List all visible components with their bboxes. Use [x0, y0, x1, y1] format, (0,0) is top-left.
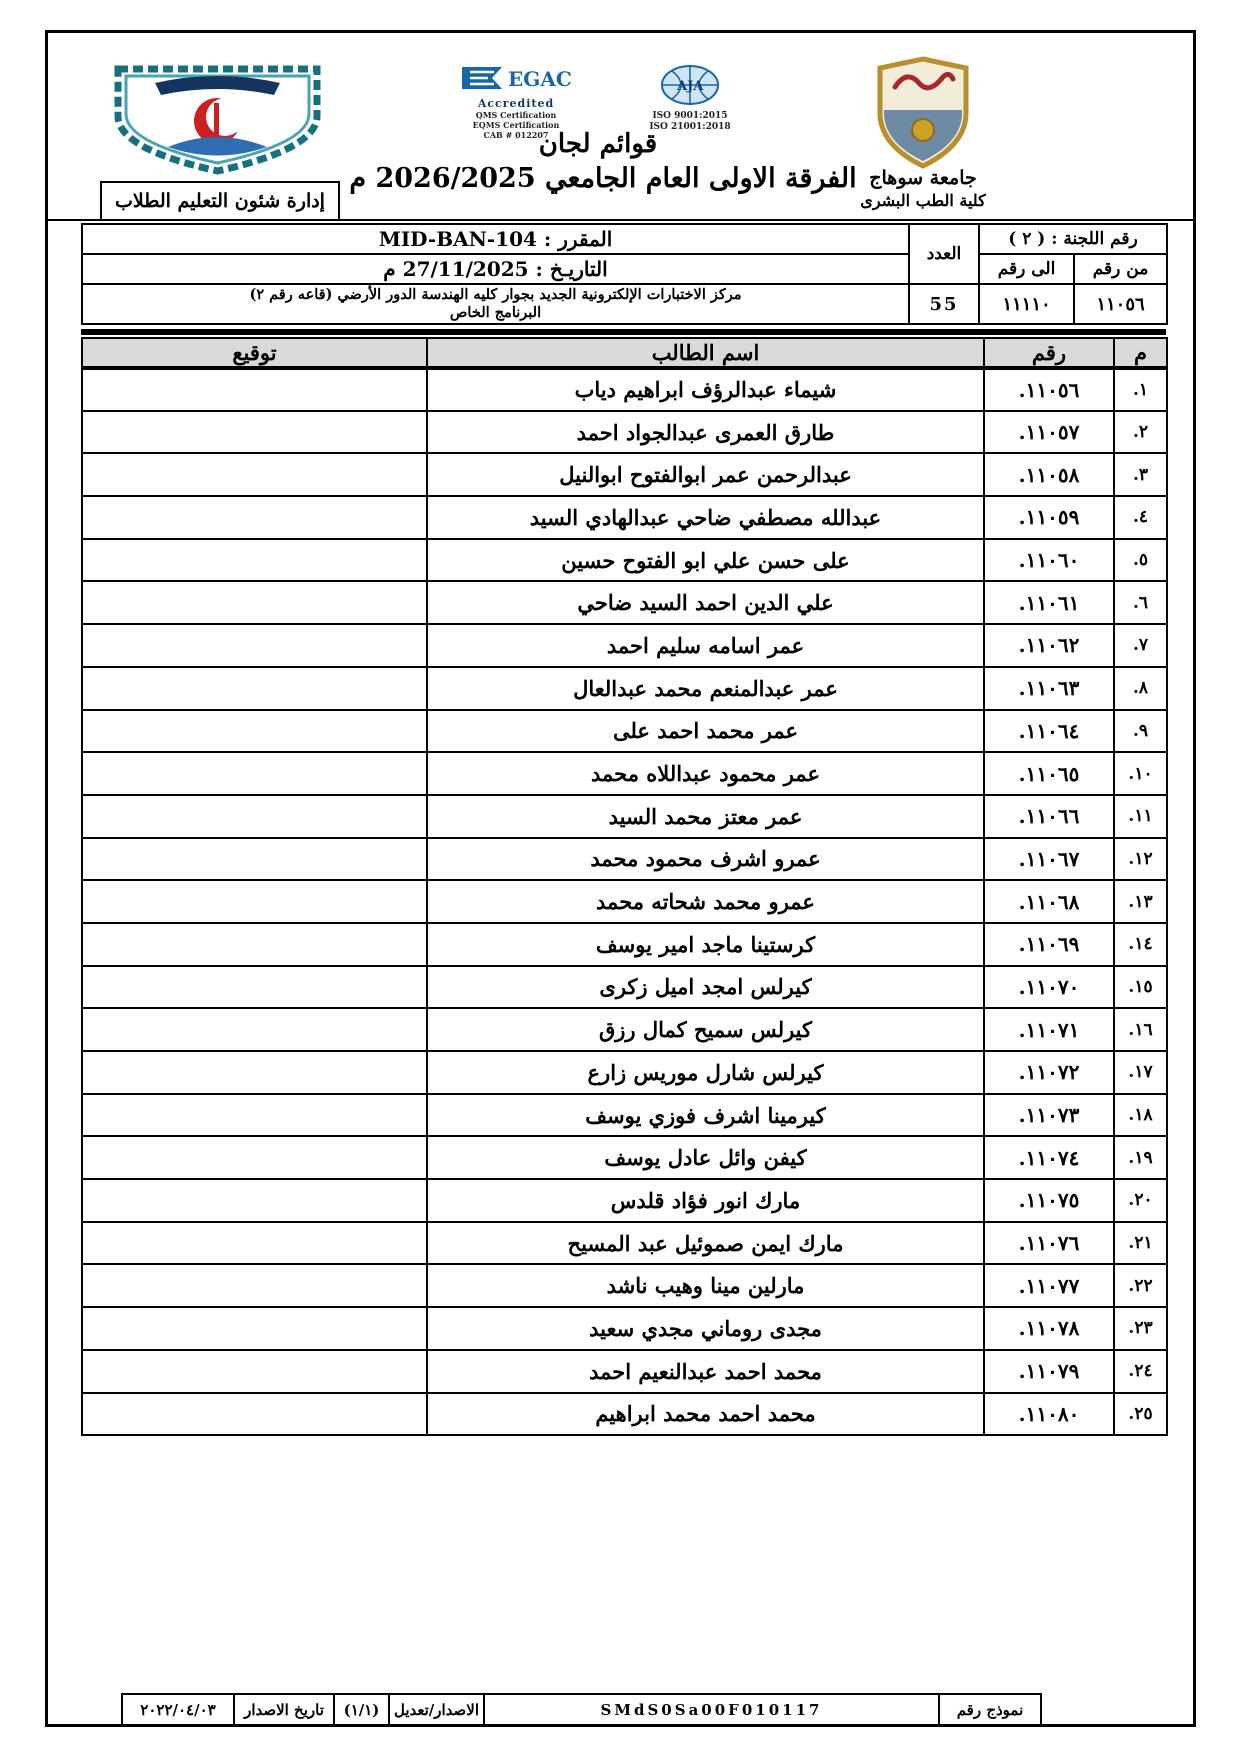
aja-accreditation-block — [620, 63, 760, 133]
signature-cell — [82, 496, 427, 539]
signature-cell — [82, 581, 427, 624]
to-number-value: ١١١١٠ — [979, 284, 1074, 324]
issue-date-label: تاريخ الاصدار — [234, 1694, 334, 1726]
student-index: ٢٤. — [1114, 1350, 1167, 1393]
signature-cell — [82, 1136, 427, 1179]
signature-cell — [82, 752, 427, 795]
student-row — [82, 1222, 1167, 1265]
signature-cell — [82, 838, 427, 881]
signature-cell — [82, 368, 427, 411]
signature-cell — [82, 453, 427, 496]
student-row — [82, 1179, 1167, 1222]
signature-cell — [82, 795, 427, 838]
student-number: ١١٠٨٠. — [984, 1393, 1114, 1436]
student-index: ٢٠. — [1114, 1179, 1167, 1222]
student-index: ٢. — [1114, 411, 1167, 454]
student-name: كيفن وائل عادل يوسف — [427, 1136, 984, 1179]
student-number: ١١٠٥٦. — [984, 368, 1114, 411]
student-row — [82, 1136, 1167, 1179]
student-index: ١. — [1114, 368, 1167, 411]
student-row — [82, 795, 1167, 838]
student-number: ١١٠٦١. — [984, 581, 1114, 624]
signature-cell — [82, 710, 427, 753]
student-index: ٩. — [1114, 710, 1167, 753]
student-name: كرستينا ماجد امير يوسف — [427, 923, 984, 966]
exam-date: التاريـخ : 27/11/2025 م — [82, 254, 909, 284]
student-name: محمد احمد محمد ابراهيم — [427, 1393, 984, 1436]
count-value: 55 — [909, 284, 979, 324]
student-index: ٣. — [1114, 453, 1167, 496]
student-index: ١٤. — [1114, 923, 1167, 966]
student-name: مارك انور فؤاد قلدس — [427, 1179, 984, 1222]
form-number-label: نموذج رقم — [939, 1694, 1041, 1726]
student-name: كيرلس امجد اميل زكرى — [427, 966, 984, 1009]
student-row — [82, 923, 1167, 966]
student-number: ١١٠٧٣. — [984, 1094, 1114, 1137]
egac-cert-line: QMS Certification — [475, 110, 557, 120]
student-name: عمر اسامه سليم احمد — [427, 624, 984, 667]
to-number-label: الى رقم — [979, 254, 1074, 284]
sohag-university-emblem-icon — [873, 55, 973, 167]
student-index: ٢٥. — [1114, 1393, 1167, 1436]
egac-name-text: EGAC — [508, 67, 572, 91]
faculty-name: كلية الطب البشرى — [860, 191, 986, 210]
student-number: ١١٠٦٤. — [984, 710, 1114, 753]
header-divider-line — [48, 219, 1193, 221]
student-name: طارق العمرى عبدالجواد احمد — [427, 411, 984, 454]
student-name: علي الدين احمد السيد ضاحي — [427, 581, 984, 624]
student-name: عمرو اشرف محمود محمد — [427, 838, 984, 881]
form-footer-row — [122, 1694, 1041, 1726]
student-number: ١١٠٥٧. — [984, 411, 1114, 454]
student-index: ٢٢. — [1114, 1264, 1167, 1307]
student-number: ١١٠٦٨. — [984, 880, 1114, 923]
student-row — [82, 838, 1167, 881]
student-number: ١١٠٦٥. — [984, 752, 1114, 795]
signature-cell — [82, 1094, 427, 1137]
col-header-number: رقم — [984, 338, 1114, 368]
student-name: عمر عبدالمنعم محمد عبدالعال — [427, 667, 984, 710]
student-number: ١١٠٥٨. — [984, 453, 1114, 496]
issue-date-value: ٢٠٢٢/٠٤/٠٣ — [122, 1694, 234, 1726]
section-divider-line — [81, 329, 1166, 335]
student-row — [82, 539, 1167, 582]
signature-cell — [82, 880, 427, 923]
page-subtitle: الفرقة الاولى العام الجامعي 2026/2025 م — [349, 163, 857, 194]
col-header-name: اسم الطالب — [427, 338, 984, 368]
signature-cell — [82, 539, 427, 582]
student-index: ١٦. — [1114, 1008, 1167, 1051]
student-row — [82, 1094, 1167, 1137]
egac-accredited-label: Accredited — [477, 97, 555, 110]
col-header-index: م — [1114, 338, 1167, 368]
student-row — [82, 453, 1167, 496]
student-number: ١١٠٧٧. — [984, 1264, 1114, 1307]
faculty-emblem-svg — [110, 61, 325, 176]
form-number-value: SMdS0Sa00F010117 — [484, 1694, 939, 1726]
student-name: عبدالله مصطفي ضاحي عبدالهادي السيد — [427, 496, 984, 539]
signature-cell — [82, 1393, 427, 1436]
signature-cell — [82, 1008, 427, 1051]
revision-value: (١/١) — [334, 1694, 389, 1726]
student-index: ١٣. — [1114, 880, 1167, 923]
from-number-value: ١١٠٥٦ — [1074, 284, 1167, 324]
student-number: ١١٠٦٣. — [984, 667, 1114, 710]
university-emblem-svg — [873, 55, 973, 170]
count-label: العدد — [909, 224, 979, 284]
egac-cert-line: CAB # 012207 — [483, 130, 549, 140]
student-table-body — [82, 368, 1167, 1435]
student-name: على حسن علي ابو الفتوح حسين — [427, 539, 984, 582]
exam-location — [82, 284, 909, 324]
student-row — [82, 1051, 1167, 1094]
from-number-label: من رقم — [1074, 254, 1167, 284]
revision-label: الاصدار/تعديل — [389, 1694, 484, 1726]
signature-cell — [82, 1222, 427, 1265]
university-name: جامعة سوهاج — [869, 167, 977, 189]
egac-cert-line: EQMS Certification — [472, 120, 560, 130]
student-row — [82, 966, 1167, 1009]
student-number: ١١٠٦٦. — [984, 795, 1114, 838]
student-name: عمر محمد احمد على — [427, 710, 984, 753]
student-index: ١١. — [1114, 795, 1167, 838]
student-number: ١١٠٧٩. — [984, 1350, 1114, 1393]
aja-globe-icon — [658, 63, 722, 107]
signature-cell — [82, 624, 427, 667]
student-index: ١٠. — [1114, 752, 1167, 795]
committee-number: رقم اللجنة : ( ٢ ) — [979, 224, 1167, 254]
student-row — [82, 1264, 1167, 1307]
student-row — [82, 411, 1167, 454]
student-name: عمرو محمد شحاته محمد — [427, 880, 984, 923]
signature-cell — [82, 667, 427, 710]
student-name: كيرلس سميح كمال رزق — [427, 1008, 984, 1051]
student-row — [82, 1307, 1167, 1350]
student-index: ١٢. — [1114, 838, 1167, 881]
student-index: ١٨. — [1114, 1094, 1167, 1137]
signature-cell — [82, 1350, 427, 1393]
student-number: ١١٠٥٩. — [984, 496, 1114, 539]
signature-cell — [82, 411, 427, 454]
student-number: ١١٠٧١. — [984, 1008, 1114, 1051]
student-number: ١١٠٧٨. — [984, 1307, 1114, 1350]
page-title: قوائم لجان — [538, 129, 658, 159]
student-index: ٢١. — [1114, 1222, 1167, 1265]
student-index: ١٩. — [1114, 1136, 1167, 1179]
student-table-header-row — [82, 338, 1167, 368]
signature-cell — [82, 1264, 427, 1307]
student-row — [82, 880, 1167, 923]
student-number: ١١٠٧٢. — [984, 1051, 1114, 1094]
student-index: ٥. — [1114, 539, 1167, 582]
exam-info-table — [81, 223, 1168, 325]
form-footer-table — [121, 1693, 1042, 1727]
student-row — [82, 581, 1167, 624]
student-row — [82, 710, 1167, 753]
aja-iso-line: ISO 21001:2018 — [649, 122, 731, 132]
student-name: مجدى روماني مجدي سعيد — [427, 1307, 984, 1350]
student-row — [82, 752, 1167, 795]
exam-location-line2: البرنامج الخاص — [449, 304, 542, 321]
student-index: ٨. — [1114, 667, 1167, 710]
signature-cell — [82, 1179, 427, 1222]
col-header-signature: توقيع — [82, 338, 427, 368]
student-name: مارك ايمن صموئيل عبد المسيح — [427, 1222, 984, 1265]
student-index: ٦. — [1114, 581, 1167, 624]
student-row — [82, 496, 1167, 539]
student-table — [81, 337, 1168, 1436]
document-sheet — [45, 30, 1196, 1727]
signature-cell — [82, 966, 427, 1009]
signature-cell — [82, 923, 427, 966]
aja-name-text: AJA — [677, 79, 704, 94]
faculty-of-medicine-emblem-icon — [110, 61, 325, 176]
student-number: ١١٠٦٠. — [984, 539, 1114, 582]
student-row — [82, 1393, 1167, 1436]
egac-logo-icon — [456, 63, 576, 93]
aja-iso-line: ISO 9001:2015 — [652, 111, 728, 121]
student-row — [82, 368, 1167, 411]
signature-cell — [82, 1051, 427, 1094]
student-index: ٧. — [1114, 624, 1167, 667]
student-name: كيرلس شارل موريس زارع — [427, 1051, 984, 1094]
student-number: ١١٠٦٧. — [984, 838, 1114, 881]
student-name: شيماء عبدالرؤف ابراهيم دياب — [427, 368, 984, 411]
student-number: ١١٠٧٤. — [984, 1136, 1114, 1179]
student-row — [82, 1008, 1167, 1051]
student-number: ١١٠٧٥. — [984, 1179, 1114, 1222]
student-index: ٤. — [1114, 496, 1167, 539]
student-name: محمد احمد عبدالنعيم احمد — [427, 1350, 984, 1393]
student-name: عبدالرحمن عمر ابوالفتوح ابوالنيل — [427, 453, 984, 496]
student-row — [82, 667, 1167, 710]
student-number: ١١٠٧٦. — [984, 1222, 1114, 1265]
student-name: عمر محمود عبداللاه محمد — [427, 752, 984, 795]
student-row — [82, 1350, 1167, 1393]
student-row — [82, 624, 1167, 667]
student-index: ١٥. — [1114, 966, 1167, 1009]
student-index: ١٧. — [1114, 1051, 1167, 1094]
exam-location-line1: مركز الاختبارات الإلكترونية الجديد بجوار كليه الهندسة الدور الأرضي (قاعه رقم ٢) — [249, 286, 742, 303]
admin-office-label: إدارة شئون التعليم الطلاب — [115, 190, 325, 212]
student-name: كيرمينا اشرف فوزي يوسف — [427, 1094, 984, 1137]
signature-cell — [82, 1307, 427, 1350]
student-index: ٢٣. — [1114, 1307, 1167, 1350]
student-number: ١١٠٦٢. — [984, 624, 1114, 667]
student-number: ١١٠٦٩. — [984, 923, 1114, 966]
student-name: عمر معتز محمد السيد — [427, 795, 984, 838]
student-number: ١١٠٧٠. — [984, 966, 1114, 1009]
course-code: المقرر : MID-BAN-104 — [82, 224, 909, 254]
student-name: مارلين مينا وهيب ناشد — [427, 1264, 984, 1307]
